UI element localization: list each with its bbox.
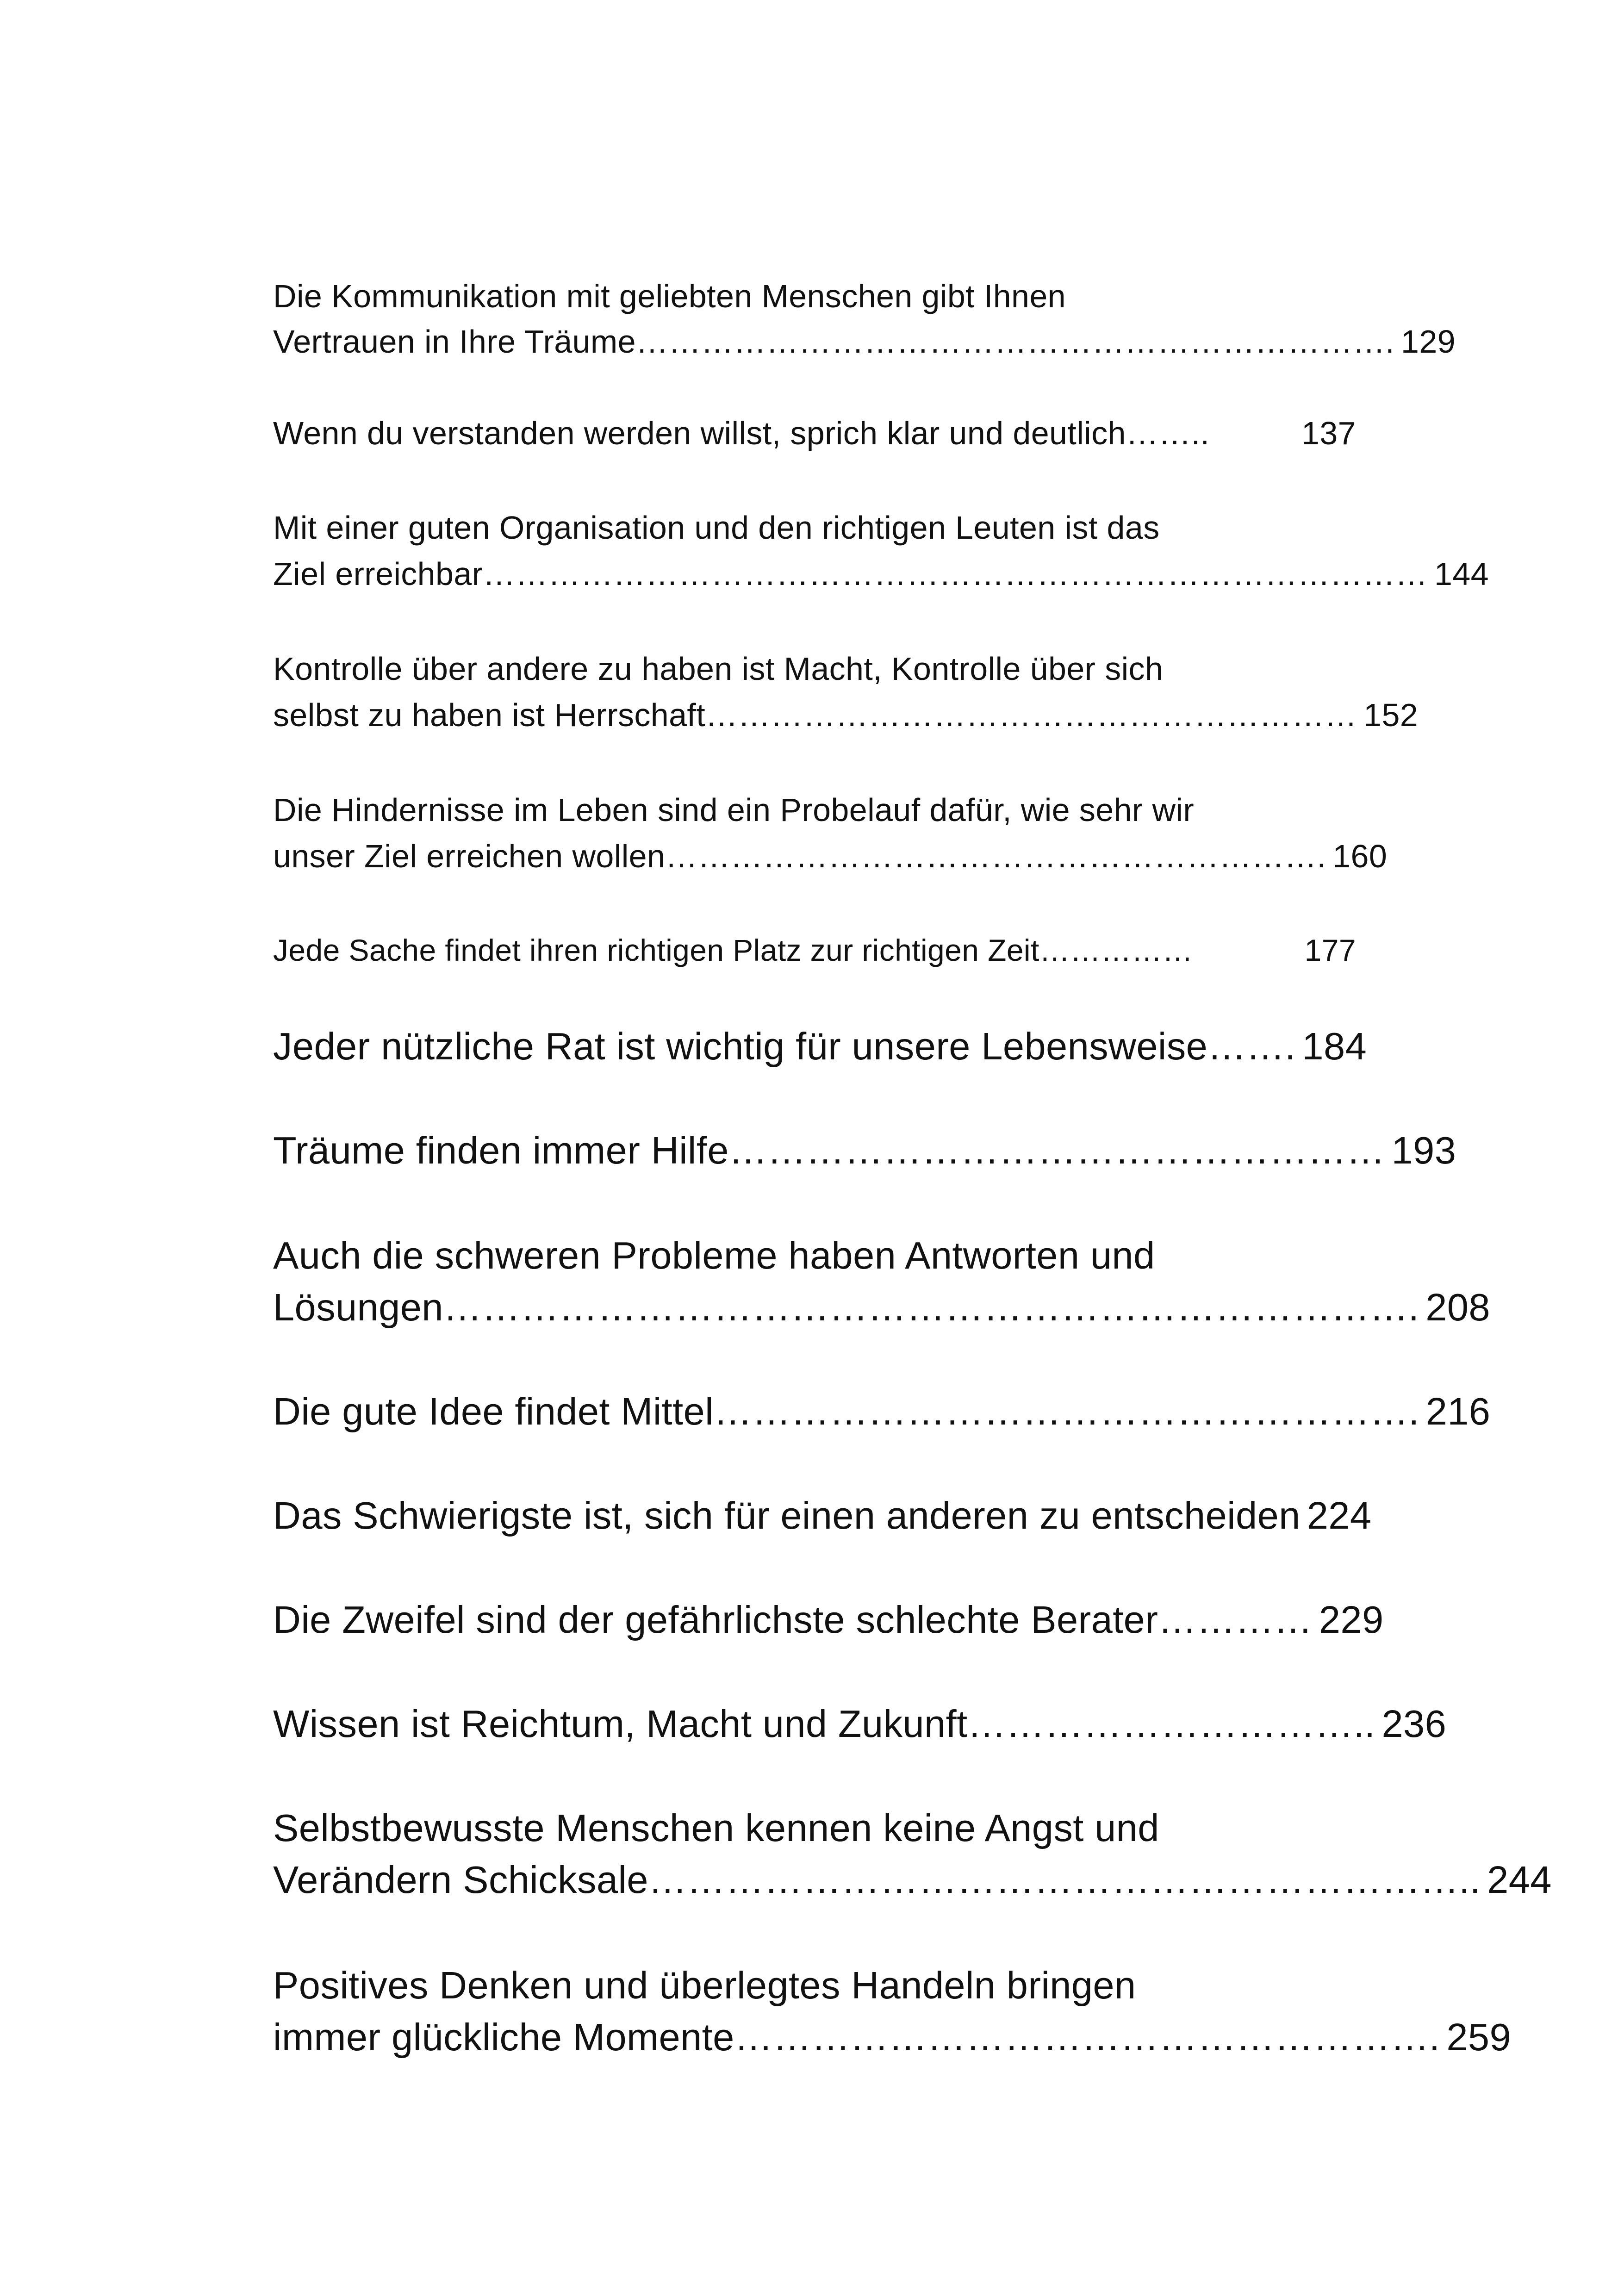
toc-entry-4-line-2 <box>273 697 1419 734</box>
toc-entry-2-title: Wenn du verstanden werden willst, sprich klar und deutlich <box>273 415 1126 451</box>
toc-entry-10-page: 216 <box>1425 1390 1491 1433</box>
toc-entry-6-dots: …………… <box>1039 933 1193 967</box>
toc-entry-1-title-end: Vertrauen in Ihre Träume <box>273 324 636 360</box>
toc-entry-4-dots: …………………………………………………… <box>705 697 1357 733</box>
toc-entry-14-page: 244 <box>1487 1858 1552 1901</box>
toc-entry-11 <box>273 1493 1372 1538</box>
toc-entry-8-title: Träume finden immer Hilfe <box>273 1129 729 1172</box>
toc-entry-13-page: 236 <box>1382 1702 1447 1745</box>
toc-entry-15-page: 259 <box>1446 2016 1512 2059</box>
toc-entry-14-dots: ……………………………………………………….. <box>648 1858 1481 1901</box>
toc-entry-3-line-2 <box>273 555 1489 592</box>
toc-entry-1-line-1: Die Kommunikation mit geliebten Menschen gibt Ihnen <box>273 278 1066 314</box>
toc-entry-5-dots: ……………………………………………………. <box>665 838 1326 874</box>
toc-entry-4-page: 152 <box>1363 697 1419 733</box>
toc-entry-1-page: 129 <box>1400 324 1456 360</box>
toc-entry-1-dots: ……………………………………………………………. <box>635 324 1394 360</box>
toc-entry-11-title: Das Schwierigste ist, sich für einen anderen zu entscheiden <box>273 1494 1301 1537</box>
toc-entry-4-line-1: Kontrolle über andere zu haben ist Macht, Kontrolle über sich <box>273 651 1164 687</box>
toc-entry-5-page: 160 <box>1332 838 1388 874</box>
toc-entry-9-dots: …………………………………………………………………. <box>443 1286 1419 1329</box>
toc-entry-8-dots: …………………………………………… <box>728 1129 1385 1172</box>
toc-entry-2-dots: …….. <box>1126 415 1210 451</box>
toc-entry-1-line-2 <box>273 323 1456 360</box>
toc-entry-9-line-2 <box>273 1285 1490 1330</box>
toc-entry-14-line-2 <box>273 1858 1552 1902</box>
toc-entry-3-dots: …………………………………………………………………………… <box>483 556 1428 592</box>
toc-entry-14-title-end: Verändern Schicksale <box>273 1858 648 1901</box>
toc-entry-8 <box>273 1128 1456 1173</box>
toc-entry-5-title-end: unser Ziel erreichen wollen <box>273 838 666 874</box>
toc-entry-3-line-1: Mit einer guten Organisation und den richtigen Leuten ist das <box>273 510 1160 546</box>
toc-entry-15-line-2 <box>273 2015 1512 2060</box>
toc-entry-5-line-1: Die Hindernisse im Leben sind ein Probelauf dafür, wie sehr wir <box>273 792 1195 828</box>
toc-entry-7-dots: ……. <box>1207 1025 1296 1068</box>
toc-entry-6 <box>273 933 1356 968</box>
toc-entry-11-page: 224 <box>1307 1494 1372 1537</box>
toc-entry-9-line-1: Auch die schweren Probleme haben Antworten und <box>273 1234 1155 1277</box>
toc-entry-13-title: Wissen ist Reichtum, Macht und Zukunft <box>273 1702 968 1745</box>
toc-entry-9-page: 208 <box>1425 1286 1490 1329</box>
toc-entry-3-page: 144 <box>1434 556 1489 592</box>
toc-entry-3-title-end: Ziel erreichbar <box>273 556 483 592</box>
toc-entry-12-title: Die Zweifel sind der gefährlichste schlechte Berater <box>273 1598 1158 1641</box>
toc-entry-7-title: Jeder nützliche Rat ist wichtig für unsere Lebensweise <box>273 1025 1208 1068</box>
toc-entry-4-title-end: selbst zu haben ist Herrschaft <box>273 697 706 733</box>
toc-entry-8-page: 193 <box>1391 1129 1456 1172</box>
toc-entry-13-dots: ………………………….. <box>967 1702 1375 1745</box>
toc-entry-7-page: 184 <box>1302 1025 1367 1068</box>
toc-entry-10-title: Die gute Idee findet Mittel <box>273 1390 714 1433</box>
toc-entry-13 <box>273 1702 1447 1746</box>
toc-entry-12 <box>273 1598 1384 1642</box>
toc-entry-14-line-1: Selbstbewusste Menschen kennen keine Angst und <box>273 1806 1159 1849</box>
toc-entry-10-dots: ………………………………………………. <box>714 1390 1419 1433</box>
toc-entry-6-title: Jede Sache findet ihren richtigen Platz zur richtigen Zeit <box>273 933 1039 967</box>
toc-entry-10 <box>273 1389 1491 1434</box>
toc-entry-15-line-1: Positives Denken und überlegtes Handeln bringen <box>273 1964 1136 2007</box>
toc-entry-12-dots: ………… <box>1158 1598 1313 1641</box>
toc-entry-7 <box>273 1024 1367 1069</box>
toc-entry-15-dots: ………………………………………………. <box>734 2016 1440 2059</box>
toc-entry-2-page: 137 <box>1301 415 1356 451</box>
toc-entry-2 <box>273 415 1356 452</box>
toc-entry-15-title-end: immer glückliche Momente <box>273 2016 734 2059</box>
toc-entry-9-title-end: Lösungen <box>273 1286 443 1329</box>
toc-entry-6-page: 177 <box>1304 933 1356 967</box>
toc-entry-12-page: 229 <box>1319 1598 1384 1641</box>
toc-entry-5-line-2 <box>273 838 1388 875</box>
